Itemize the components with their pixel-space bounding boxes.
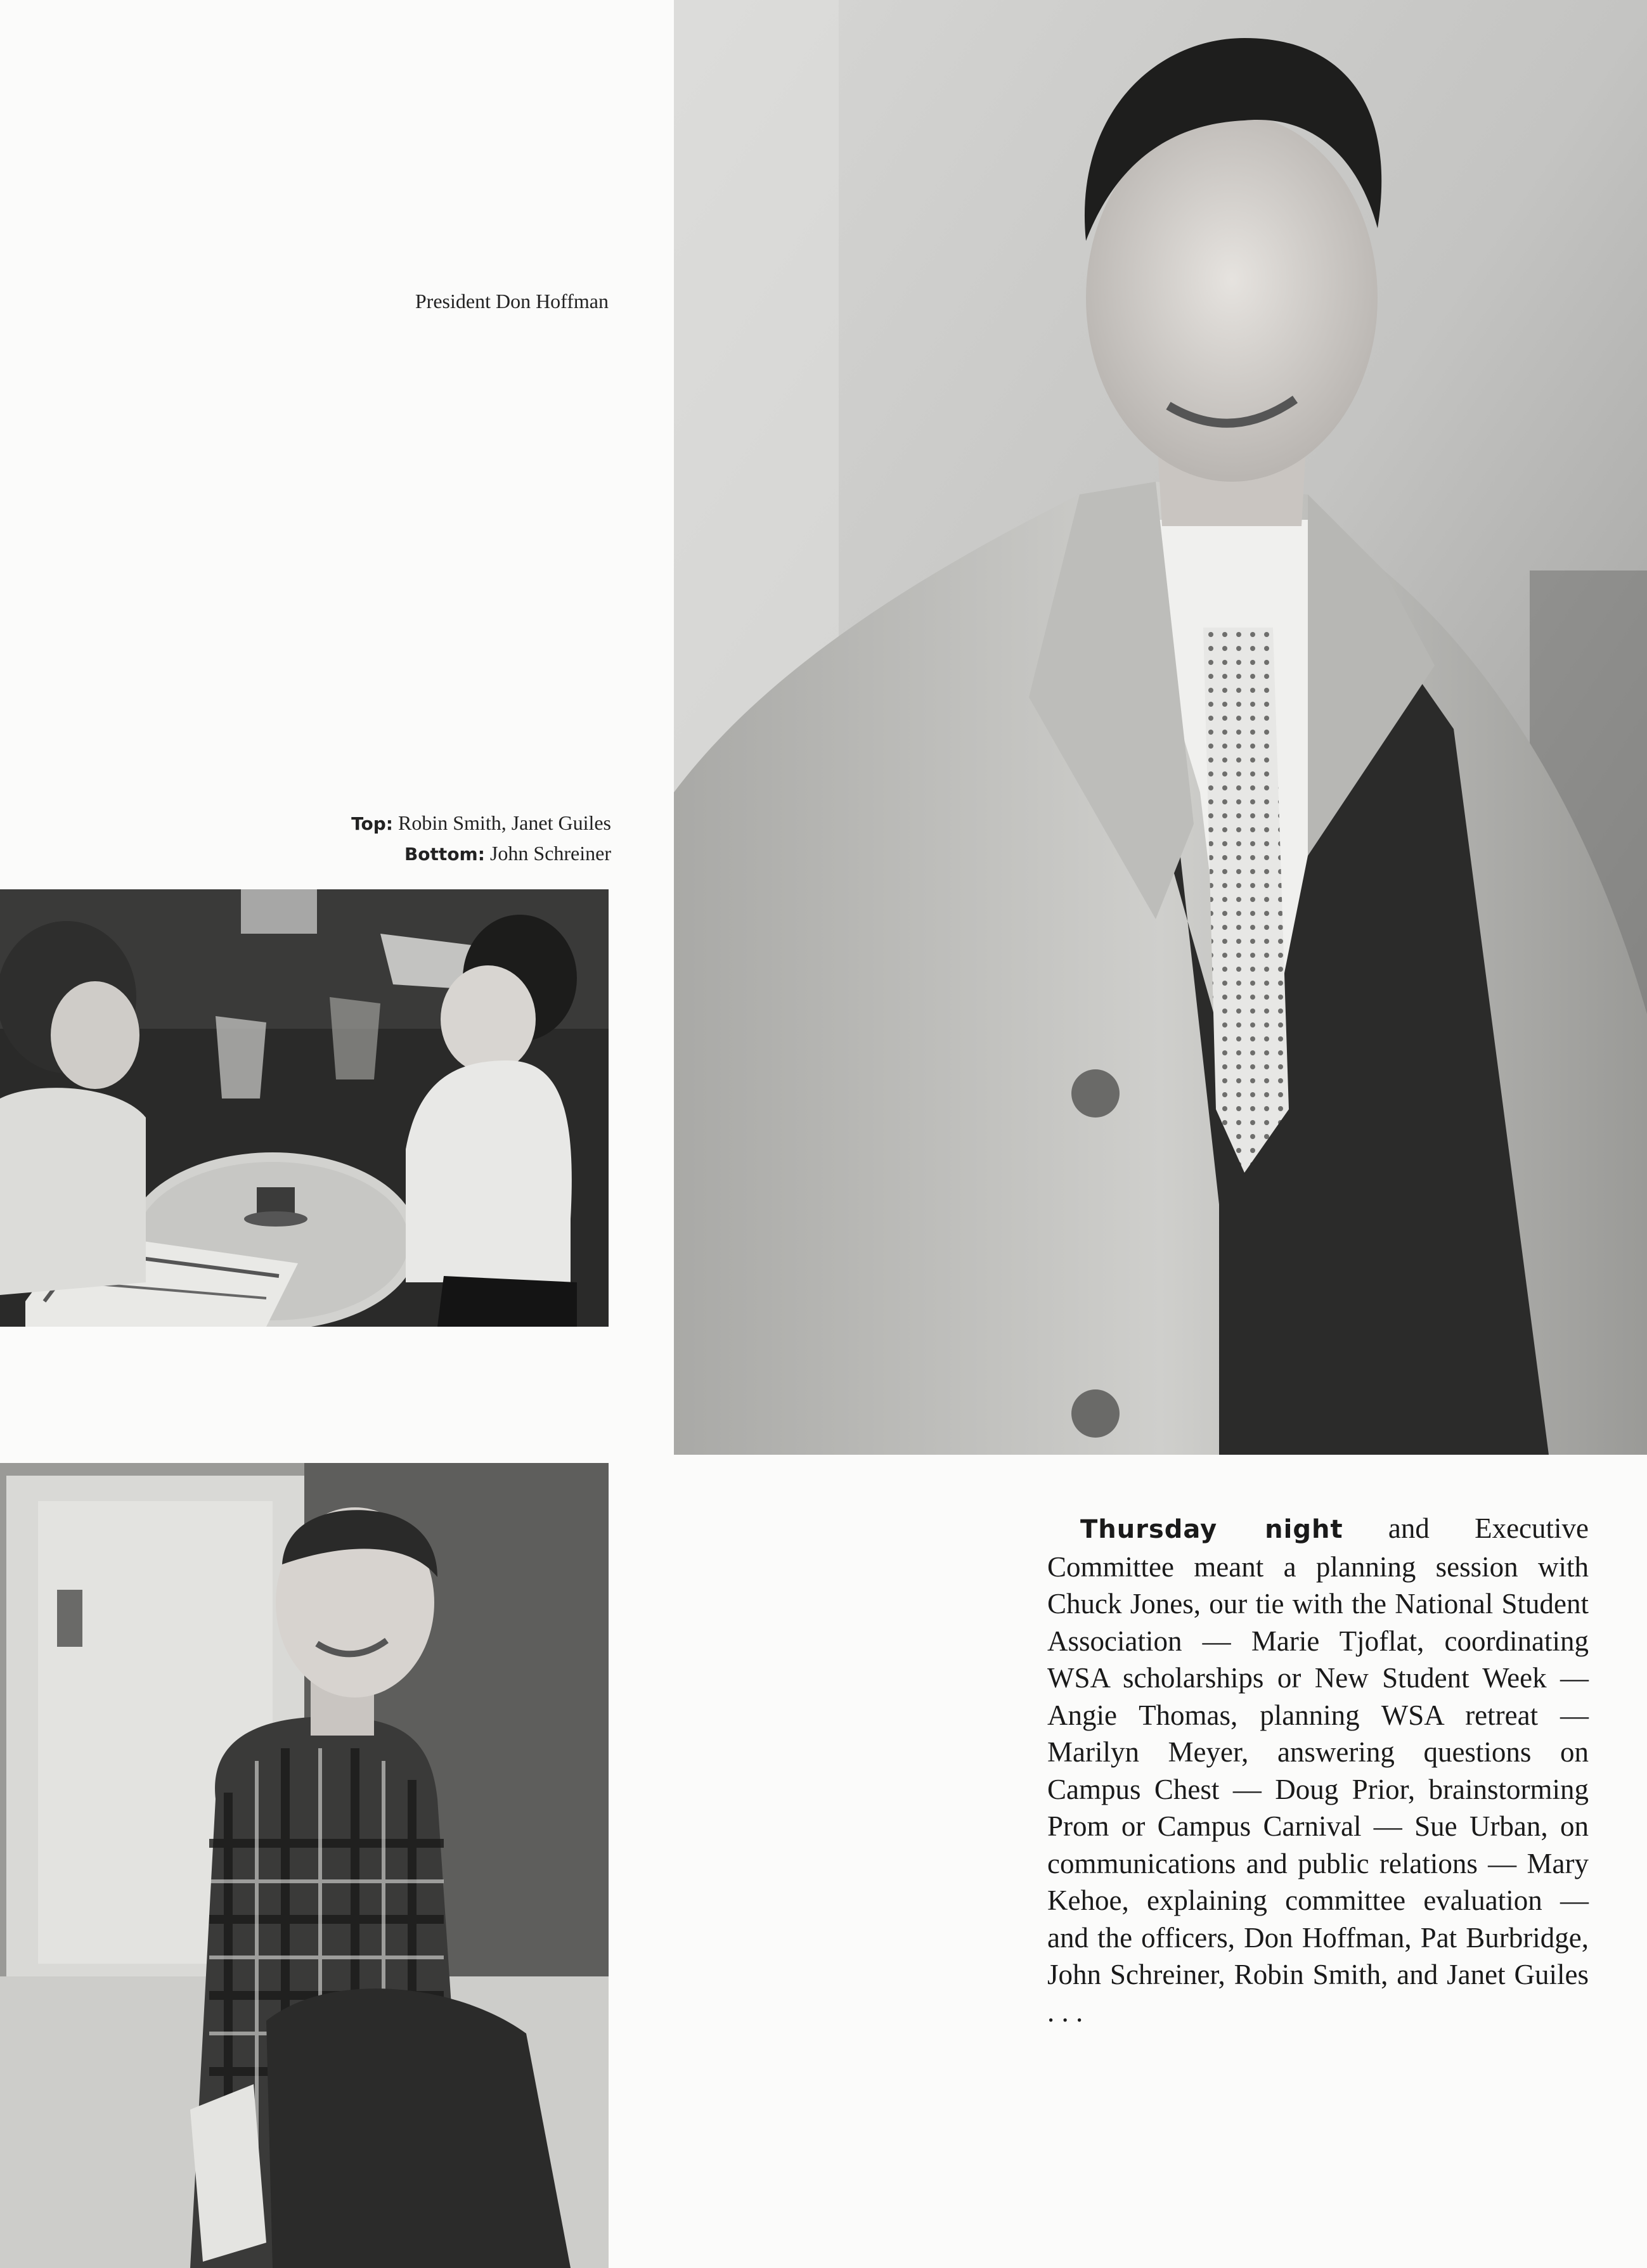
caption-president-text: President Don Hoffman [415, 290, 609, 312]
caption-top-label: Top: [351, 813, 393, 834]
caption-top-names: Robin Smith, Janet Guiles [398, 811, 611, 834]
photo-president-portrait [674, 0, 1647, 1455]
hallway-illustration [0, 1463, 609, 2268]
cafe-illustration [0, 889, 609, 1327]
photo-robin-smith-janet-guiles [0, 889, 609, 1327]
caption-bottom [190, 839, 611, 869]
caption-top-bottom [190, 808, 611, 869]
caption-bottom-names: John Schreiner [489, 842, 611, 865]
photo-john-schreiner [0, 1463, 609, 2268]
body-text: and Executive Committee meant a planning session with Chuck Jones, our tie with the National Student Association — Marie Tjoflat, coordinating WSA scholarships or New Student Week — Angie Thomas, planning WSA retreat — Marilyn Meyer, answering questions on Campus Chest — Doug Prior, brainstorming Prom or Campus Carnival — Sue Urban, on communications and public relations — Mary Kehoe, explaining committee evaluation — and the officers, Don Hoffman, Pat Burbridge, John Schreiner, Robin Smith, and Janet Guiles . . . [1047, 1512, 1589, 2028]
body-paragraph [1047, 1510, 1589, 2030]
body-lead: Thursday night [1080, 1515, 1343, 1544]
caption-top [190, 808, 611, 839]
caption-bottom-label: Bottom: [404, 844, 485, 865]
caption-president [330, 287, 609, 316]
portrait-illustration [674, 0, 1647, 1455]
